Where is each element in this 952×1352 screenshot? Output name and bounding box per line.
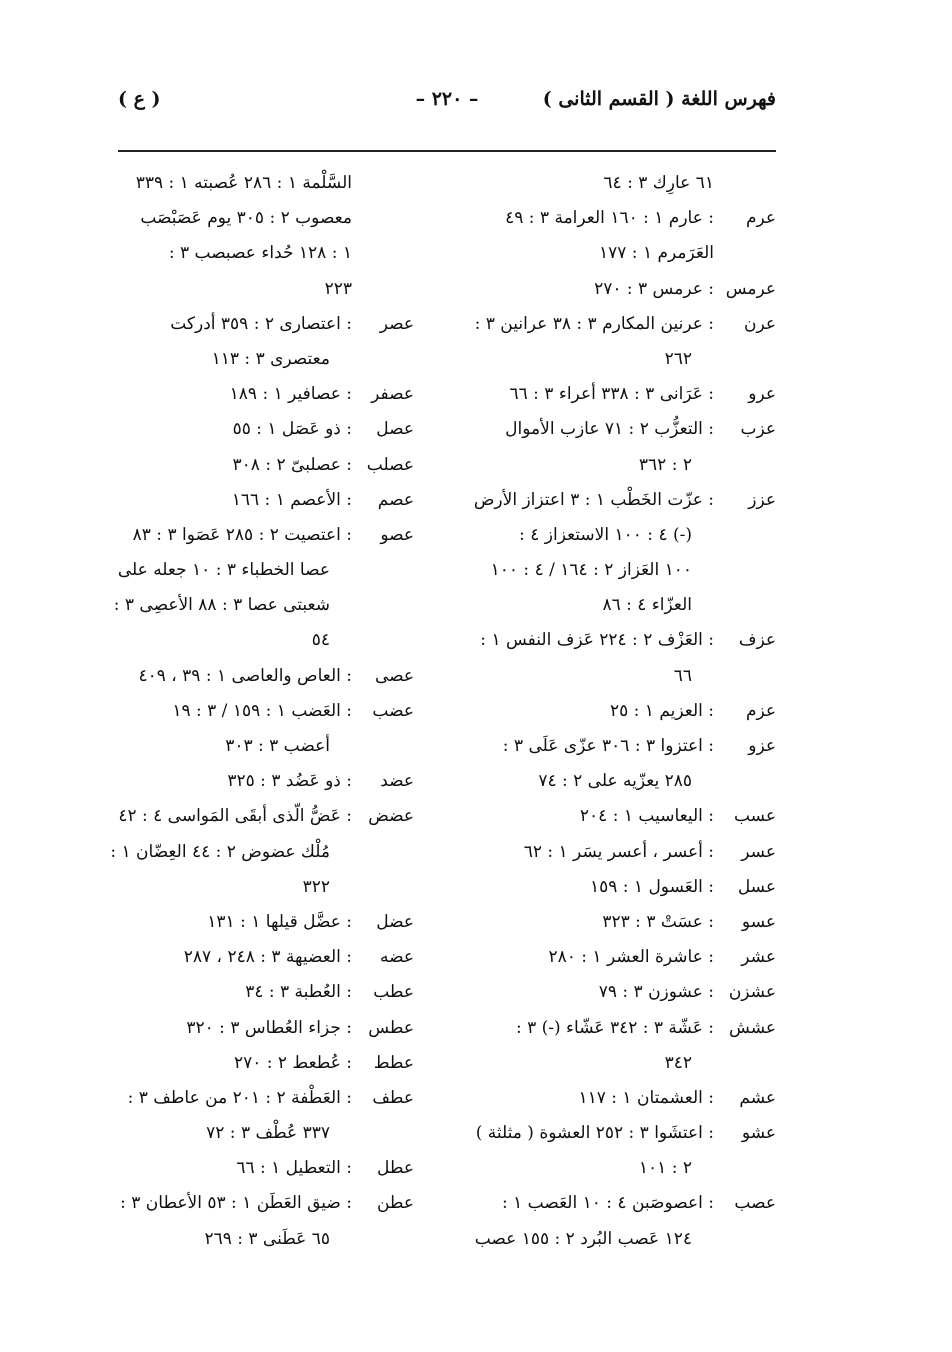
index-column-right (472, 166, 776, 1257)
root-word: عرو (748, 384, 776, 405)
entry-text: : التعطيل ١ : ٦٦ (236, 1158, 352, 1179)
root-word: عزم (745, 700, 776, 721)
index-line (116, 694, 414, 729)
entry-text: : عضَّل قيلها ١ : ١٣١ (207, 911, 352, 932)
root-word: عزو (748, 736, 776, 756)
index-line (116, 518, 414, 553)
index-line (116, 870, 414, 905)
entry-text: : عَرَانى ٣ : ٣٣٨ أعراء ٣ : ٦٦ (509, 384, 714, 405)
entry-text: (-) ٤ : ١٠٠ الاستعزاز ٤ : (519, 524, 692, 545)
root-word: عصب (734, 1193, 776, 1214)
entry-text: ٢ : ١٠١ (638, 1158, 692, 1179)
index-line (116, 412, 414, 447)
entry-text: : اليعاسيب ١ : ٢٠٤ (579, 806, 714, 827)
entry-text: : الأعصم ١ : ١٦٦ (231, 489, 352, 510)
entry-text: معصوب ٢ : ٣٠٥ يوم عَصَبْصَب (140, 208, 352, 229)
root-word: عطب (373, 982, 414, 1003)
index-line (116, 1116, 414, 1151)
entry-text: العَرَمرم ١ : ١٧٧ (599, 243, 714, 264)
index-line (116, 799, 414, 834)
index-line (472, 694, 776, 729)
root-word: عسو (741, 911, 776, 932)
index-line (116, 553, 414, 588)
entry-text: : عزّت الخَطْب ١ : ٣ اعتزاز الأرض (473, 489, 714, 510)
entry-text: ٢٦٢ (664, 348, 692, 369)
root-word: عشش (729, 1017, 776, 1038)
root-word: عضل (376, 911, 414, 932)
root-word: عصفر (371, 384, 414, 405)
page-number: – ٢٢٠ – (415, 88, 479, 110)
index-line (116, 166, 414, 201)
root-word: عرن (743, 313, 776, 334)
entry-text: شعبتى عصا ٣ : ٨٨ الأعصِى ٣ : (113, 595, 330, 616)
index-line (116, 307, 414, 342)
header-rule (118, 150, 776, 152)
root-word: عرمس (725, 278, 776, 299)
index-line (472, 518, 776, 553)
index-line (116, 236, 414, 271)
root-word: عشزن (728, 982, 776, 1003)
index-line (472, 659, 776, 694)
index-line (472, 1081, 776, 1116)
index-line (472, 799, 776, 834)
index-line (472, 1011, 776, 1046)
entry-text: ١٠٠ العَزاز ٢ : ١٦٤ / ٤ : ١٠٠ (490, 560, 692, 581)
entry-text: مُلْك عضوض ٢ : ٤٤ العِضّان ١ : (110, 841, 330, 862)
root-word: عرم (745, 208, 776, 229)
root-word: عزف (738, 630, 776, 651)
entry-text: : ذو عَضُد ٣ : ٣٢٥ (227, 771, 352, 792)
entry-text: ٢٢٣ (324, 278, 352, 299)
entry-text: : عاشرة العشر ١ : ٢٨٠ (548, 947, 714, 968)
root-word: عطل (377, 1158, 414, 1179)
index-line (116, 1186, 414, 1221)
index-line (116, 975, 414, 1010)
root-word: عسل (737, 876, 776, 897)
index-line (472, 307, 776, 342)
entry-text: : العشمتان ١ : ١١٧ (578, 1087, 714, 1108)
index-line (472, 553, 776, 588)
index-line (116, 448, 414, 483)
entry-text: : العَزْف ٢ : ٢٢٤ عَزف النفس ١ : (480, 630, 714, 651)
entry-text: العزّاء ٤ : ٨٦ (602, 595, 692, 616)
index-line (472, 272, 776, 307)
index-line (472, 870, 776, 905)
index-line (116, 659, 414, 694)
entry-text: ٣٣٧ عُطْف ٣ : ٧٢ (206, 1123, 330, 1144)
index-line (116, 1151, 414, 1186)
index-line (472, 448, 776, 483)
root-word: عضه (380, 947, 414, 968)
root-word: عسر (741, 841, 776, 862)
root-word: عزز (748, 489, 776, 510)
index-line (472, 729, 776, 764)
root-word: عطط (373, 1052, 414, 1073)
index-line (472, 201, 776, 236)
index-line (472, 1116, 776, 1151)
index-line (472, 588, 776, 623)
entry-text: : عرنين المكارم ٣ : ٣٨ عرانين ٣ : (474, 313, 714, 334)
index-line (472, 483, 776, 518)
entry-text: : اعصوصَبن ٤ : ١٠ العَصب ١ : (501, 1193, 714, 1214)
entry-text: ٥٤ (311, 630, 330, 651)
root-word: عزب (740, 419, 776, 440)
index-line (472, 623, 776, 658)
index-line (472, 1186, 776, 1221)
index-line (472, 905, 776, 940)
entry-text: أعضب ٣ : ٣٠٣ (225, 736, 330, 756)
entry-text: : عَضُّ الّذى أبقَى المَواسى ٤ : ٤٢ (118, 806, 352, 827)
root-word: عشو (741, 1123, 776, 1144)
index-line (116, 1011, 414, 1046)
entry-text: السَّلْمة ١ : ٢٨٦ عُصبته ١ : ٣٣٩ (135, 173, 352, 193)
root-word: عسب (733, 806, 776, 827)
entry-text: : العضيهة ٣ : ٢٤٨ ، ٢٨٧ (183, 947, 352, 968)
entry-text: : العاص والعاصى ١ : ٣٩ ، ٤٠٩ (138, 665, 352, 686)
index-line (472, 1222, 776, 1257)
root-word: عصو (380, 524, 414, 545)
entry-text: ٣٤٢ (664, 1052, 692, 1073)
entry-text: ١ : ١٢٨ حُداء عصبصب ٣ : (168, 243, 352, 264)
entry-text: ٦٦ (673, 665, 692, 686)
entry-text: معتصرى ٣ : ١١٣ (211, 348, 330, 369)
entry-text: : عصافير ١ : ١٨٩ (229, 384, 352, 405)
index-line (472, 1046, 776, 1081)
entry-text: : عارم ١ : ١٦٠ العرامة ٣ : ٤٩ (505, 208, 714, 229)
entry-text: : عشوزن ٣ : ٧٩ (598, 982, 714, 1003)
index-line (116, 1081, 414, 1116)
root-word: عضد (380, 771, 414, 792)
entry-text: ٢ : ٣٦٢ (638, 454, 692, 475)
index-line (472, 764, 776, 799)
index-line (116, 272, 414, 307)
index-line (116, 905, 414, 940)
entry-text: ٢٨٥ يعزّيه على ٢ : ٧٤ (538, 771, 692, 792)
index-line (116, 342, 414, 377)
root-word: عطف (372, 1087, 414, 1108)
entry-text: : ضيق العَطَن ١ : ٥٣ الأعطان ٣ : (120, 1193, 352, 1214)
root-word: عشر (741, 947, 776, 968)
index-line (110, 835, 414, 870)
index-line (472, 377, 776, 412)
index-line (472, 975, 776, 1010)
root-word: عصر (379, 313, 414, 334)
root-word: عطس (368, 1017, 414, 1038)
index-line (116, 377, 414, 412)
entry-text: : عَشّة ٣ : ٣٤٢ عَشّاء (-) ٣ : (515, 1017, 714, 1038)
index-line (472, 835, 776, 870)
root-word: عصل (376, 419, 414, 440)
root-word: عضب (372, 700, 414, 721)
entry-text: : عرمس ٣ : ٢٧٠ (594, 278, 714, 299)
root-word: عصى (374, 665, 414, 686)
entry-text: : ذو عَصَل ١ : ٥٥ (232, 419, 352, 440)
entry-text: : عسَتْ ٣ : ٣٢٣ (602, 911, 714, 932)
index-line (472, 940, 776, 975)
index-line (472, 412, 776, 447)
index-column-left (110, 166, 414, 1257)
root-word: عصم (377, 489, 414, 510)
entry-text: : اعتشَوا ٣ : ٢٥٢ العشوة ( مثلثة ) (475, 1123, 714, 1144)
index-line (116, 623, 414, 658)
entry-text: : عصلبىّ ٢ : ٣٠٨ (232, 454, 352, 475)
index-line (116, 1222, 414, 1257)
index-line (116, 483, 414, 518)
index-line (116, 201, 414, 236)
index-line (116, 729, 414, 764)
entry-text: : جزاء العُطاس ٣ : ٣٢٠ (186, 1017, 352, 1038)
index-line (116, 940, 414, 975)
entry-text: : العَضب ١ : ١٥٩ / ٣ : ١٩ (172, 700, 352, 721)
index-line (472, 1151, 776, 1186)
entry-text: ١٢٤ عَصب البُرد ٢ : ١٥٥ عصب (474, 1228, 692, 1249)
index-line (472, 166, 776, 201)
entry-text: : اعتزوا ٣ : ٣٠٦ عزّى عَلَى ٣ : (502, 736, 714, 756)
root-word: عشم (739, 1087, 776, 1108)
index-line (113, 588, 414, 623)
entry-text: : العَطْفة ٢ : ٢٠١ من عاطف ٣ : (127, 1087, 352, 1108)
entry-text: : اعتصارى ٢ : ٣٥٩ أدركت (170, 313, 352, 334)
entry-text: : العَسول ١ : ١٥٩ (589, 876, 714, 897)
root-word: عصلب (366, 454, 414, 475)
index-line (472, 236, 776, 271)
entry-text: : التعزُّب ٢ : ٧١ عازب الأموال (505, 419, 714, 440)
running-title: فهرس اللغة ( القسم الثانى ) (542, 88, 776, 110)
entry-text: : اعتصيت ٢ : ٢٨٥ عَصَوا ٣ : ٨٣ (132, 524, 352, 545)
entry-text: : عُطعط ٢ : ٢٧٠ (233, 1052, 352, 1073)
entry-text: عصا الخطباء ٣ : ١٠ جعله على (117, 560, 330, 581)
entry-text: : أعسر ، أعسر يسَر ١ : ٦٢ (523, 841, 714, 862)
index-line (472, 342, 776, 377)
entry-text: ٦١ عارِك ٣ : ٦٤ (603, 173, 714, 193)
entry-text: : العُطبة ٣ : ٣٤ (245, 982, 352, 1003)
entry-text: ٦٥ عَطَنى ٣ : ٢٦٩ (204, 1228, 330, 1249)
index-line (116, 1046, 414, 1081)
entry-text: : العزيم ١ : ٢٥ (609, 700, 714, 721)
section-letter: ( ع ) (118, 88, 161, 110)
root-word: عضض (368, 806, 414, 827)
index-line (116, 764, 414, 799)
root-word: عطن (376, 1193, 414, 1214)
entry-text: ٣٢٢ (302, 876, 330, 897)
page-header (118, 88, 776, 128)
